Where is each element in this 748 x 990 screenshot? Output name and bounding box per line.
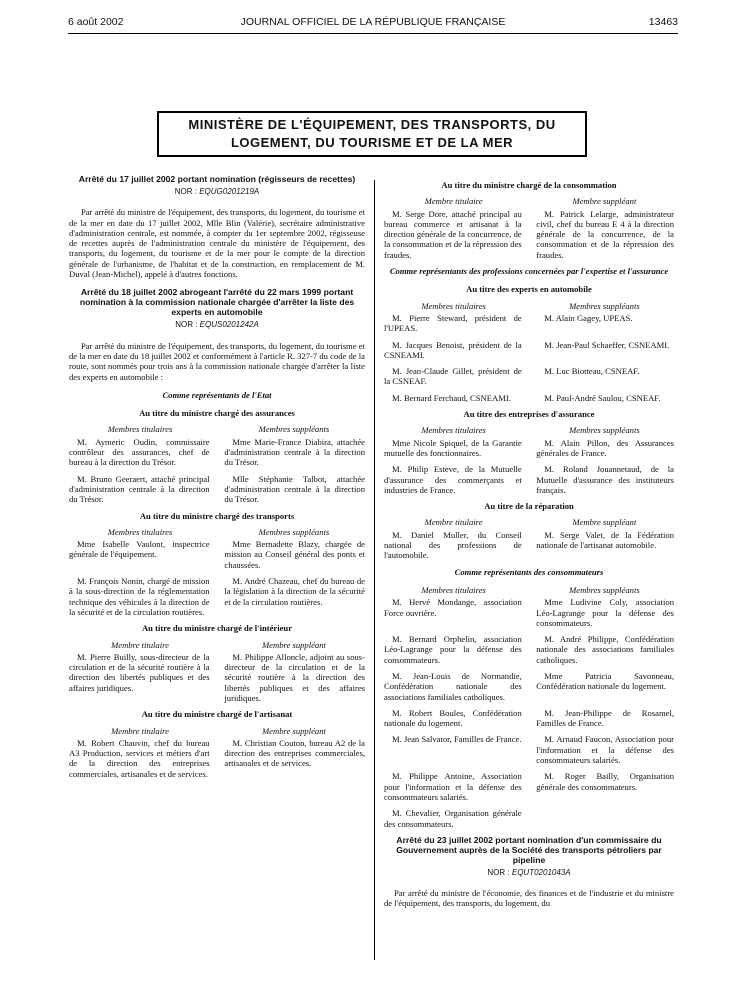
section-etat: Comme représentants de l'Etat xyxy=(162,389,272,400)
page-header xyxy=(68,16,678,30)
titulaire-entry: M. Robert Boules, Confédération nationale du logement. xyxy=(384,707,522,729)
member-row xyxy=(384,313,674,334)
group-title: Au titre des entreprises d'assurance xyxy=(463,409,595,420)
titulaire-heading: Membres titulaires xyxy=(107,424,173,435)
member-row xyxy=(384,808,674,829)
titulaire-entry: M. Serge Dore, attaché principal au bureau commerce et artisanat à la direction générale de la concurrence, de la consommation et de la répression des fraudes. xyxy=(384,208,522,260)
section-professions: Comme représentants des professions concernées par l'expertise et l'assurance xyxy=(389,266,669,277)
titulaire-entry: M. Bernard Orphelin, association Léo-Lagrange pour la défense des consommateurs. xyxy=(384,634,522,665)
suppleant-entry: M. Christian Couton, bureau A2 de la direction des entreprises commerciales, artisanales et de services. xyxy=(224,737,365,769)
member-headings xyxy=(384,301,674,311)
suppleant-entry: M. Roland Jouannetaud, de la Mutuelle d'assurance des instituteurs français. xyxy=(536,464,674,495)
suppleant-heading: Membre suppléant xyxy=(572,196,637,207)
titulaire-entry: M. Aymeric Oudin, commissaire contrôleur des assurances, chef de bureau à la direction du Trésor. xyxy=(69,436,210,468)
titulaire-heading: Membre titulaire xyxy=(424,517,483,528)
group-title: Au titre du ministre chargé de l'artisanat xyxy=(141,709,293,720)
ministry-title: MINISTÈRE DE L'ÉQUIPEMENT, DES TRANSPORTS, DU LOGEMENT, DU TOURISME ET DE LA MER xyxy=(188,117,556,150)
member-row xyxy=(384,209,674,260)
group-entreprises xyxy=(384,409,674,495)
header-rule xyxy=(68,33,678,34)
suppleant-entry: M. André Philippe, Confédération nationale des associations familiales catholiques. xyxy=(536,634,674,665)
suppleant-heading: Membres suppléants xyxy=(569,300,640,311)
member-row xyxy=(384,340,674,361)
titulaire-entry: M. Jean Salvator, Familles de France. xyxy=(392,734,522,745)
titulaire-entry: M. Philippe Antoine, Association pour l'information et la défense des consommateurs salariés. xyxy=(384,771,522,802)
nor-label: NOR : xyxy=(487,867,510,877)
titulaire-heading: Membre titulaire xyxy=(111,639,169,650)
suppleant-entry: Mme Ludivine Coly, association Léo-Lagrange pour la défense des consommateurs. xyxy=(536,597,674,628)
suppleant-heading: Membre suppléant xyxy=(262,725,326,736)
arrete-1-nor xyxy=(69,187,365,197)
group-consommateurs xyxy=(384,567,674,829)
suppleant-entry: Mme Patricia Savonneau, Confédération nationale du logement. xyxy=(536,670,674,692)
titulaire-entry: M. Jacques Benoist, président de la CSNEAMI. xyxy=(384,339,522,360)
arrete-2-nor xyxy=(69,320,365,330)
group-title: Au titre du ministre chargé de l'intérieur xyxy=(141,623,293,634)
member-row xyxy=(384,771,674,802)
group-title: Au titre du ministre chargé des transports xyxy=(139,510,295,521)
member-headings xyxy=(69,424,365,434)
titulaire-entry: M. Hervé Mondange, association Force ouvrière. xyxy=(384,597,522,618)
suppleant-entry: M. Philippe Alloncle, adjoint au sous-directeur de la circulation et de la sécurité routière à la direction des libertés publiques et des affaires juridiques. xyxy=(224,651,365,703)
nor-code: EQUG0201219A xyxy=(199,187,260,196)
suppleant-entry: M. Paul-André Saulou, CSNEAF. xyxy=(544,392,661,403)
member-row xyxy=(69,437,365,468)
right-column xyxy=(384,174,674,909)
arrete-1-title: Arrêté du 17 juillet 2002 portant nomination (régisseurs de recettes) xyxy=(78,174,356,184)
group-title: Comme représentants des consommateurs xyxy=(454,566,604,577)
member-row xyxy=(69,576,365,617)
nor-label: NOR : xyxy=(174,187,197,196)
member-row xyxy=(384,366,674,387)
suppleant-entry xyxy=(536,808,674,829)
nor-code: EQUS0201242A xyxy=(199,320,259,330)
titulaire-entry: Mme Nicole Spiquel, de la Garantie mutuelle des fonctionnaires. xyxy=(384,437,522,458)
group-consommation xyxy=(384,180,674,260)
suppleant-entry: M. Alain Pillon, des Assurances générales de France. xyxy=(536,437,674,458)
group-title: Au titre du ministre chargé de la consommation xyxy=(441,180,617,190)
member-headings xyxy=(384,196,674,206)
member-row xyxy=(69,652,365,703)
group-transports xyxy=(69,511,365,618)
suppleant-entry: Mme Bernadette Blazy, chargée de mission au Conseil général des ponts et chaussées. xyxy=(224,539,365,570)
titulaire-entry: Mme Isabelle Vaulont, inspectrice générale de l'équipement. xyxy=(69,539,210,560)
suppleant-entry: M. Jean-Paul Schaeffer, CSNEAMI. xyxy=(544,339,670,350)
member-row xyxy=(384,530,674,561)
arrete-2-title: Arrêté du 18 juillet 2002 abrogeant l'arrêté du 22 mars 1999 portant nomination à la commission nationale chargée d'arrêter la liste des experts en automobile xyxy=(79,287,355,318)
suppleant-entry: M. André Chazeau, chef du bureau de la législation à la direction de la sécurité et de la circulation routières. xyxy=(224,576,365,607)
suppleant-entry: M. Luc Biotteau, CSNEAF. xyxy=(544,366,640,377)
member-headings xyxy=(384,517,674,527)
column-divider xyxy=(374,180,375,960)
titulaire-entry: M. Bernard Ferchaud, CSNEAMI. xyxy=(392,392,511,403)
member-row xyxy=(384,671,674,702)
member-row xyxy=(384,734,674,765)
arrete-3-nor xyxy=(384,868,674,878)
titulaire-heading: Membres titulaires xyxy=(421,300,486,311)
header-page-number: 13463 xyxy=(648,16,678,28)
arrete-2-text: Par arrêté du ministre de l'équipement, des transports, du logement, du tourisme et de la mer en date du 18 juillet 2002 et conformément à l'article R. 327-7 du code de la route, sont nommés pour trois ans à la commission nationale chargée d'arrêter la liste des experts en automobile : xyxy=(69,340,365,382)
arrete-3-title: Arrêté du 23 juillet 2002 portant nomination d'un commissaire du Gouvernement auprès de la Société des transports pétroliers par pipeline xyxy=(396,834,662,865)
member-row xyxy=(384,438,674,459)
group-experts xyxy=(384,284,674,403)
titulaire-entry: M. Bruno Geeraert, attaché principal d'administration centrale à la direction du Trésor. xyxy=(69,473,210,505)
header-date: 6 août 2002 xyxy=(68,16,124,28)
group-title: Au titre des experts en automobile xyxy=(466,284,592,295)
titulaire-entry: M. Jean-Louis de Normandie, Confédération nationale des associations familiales catholiques. xyxy=(384,670,522,702)
group-interieur xyxy=(69,623,365,703)
suppleant-entry: M. Roger Bailly, Organisation générale des consommateurs. xyxy=(536,771,674,792)
suppleant-heading: Membre suppléant xyxy=(262,639,326,650)
suppleant-entry: M. Patrick Lelarge, administrateur civil, chef du bureau E 4 à la direction générale de la concurrence, de la consommation et de la répression des fraudes. xyxy=(536,208,674,260)
member-row xyxy=(69,474,365,505)
member-row xyxy=(384,634,674,665)
member-headings xyxy=(69,640,365,650)
group-artisanat xyxy=(69,709,365,779)
member-headings xyxy=(69,527,365,537)
titulaire-heading: Membres titulaires xyxy=(421,425,486,436)
titulaire-heading: Membre titulaire xyxy=(424,196,483,207)
nor-code: EQUT0201043A xyxy=(511,867,571,877)
suppleant-heading: Membre suppléant xyxy=(572,517,637,528)
titulaire-entry: M. Pierre Builly, sous-directeur de la circulation et de la sécurité routière à la direction des libertés publiques et des affaires juridiques. xyxy=(69,651,210,693)
member-row xyxy=(384,708,674,729)
suppleant-heading: Membres suppléants xyxy=(569,425,640,436)
member-row xyxy=(384,393,674,403)
member-headings xyxy=(69,726,365,736)
member-row xyxy=(69,539,365,570)
member-row xyxy=(69,738,365,779)
suppleant-entry: M. Jean-Philippe de Rosamel, Familles de France. xyxy=(536,707,674,729)
member-row xyxy=(384,597,674,628)
titulaire-heading: Membres titulaires xyxy=(421,584,486,595)
group-assurances xyxy=(69,408,365,504)
titulaire-entry: M. Jean-Claude Gillet, président de la CSNEAF. xyxy=(384,366,522,387)
arrete-1-text: Par arrêté du ministre de l'équipement, des transports, du logement, du tourisme et de la mer en date du 17 juillet 2002, Mlle Blin (Valérie), secrétaire administrative d'administration centrale, est nommée, à compter du 1er septembre 2002, régisseuse de recettes auprès de l'administration centrale du ministère de l'équipement, des transports, du logement, du tourisme et de la mer pour le compte de la direction générale de l'urbanisme, de l'habitat et de la construction, en remplacement de M. Duval (Jean-Michel), appelé à d'autres fonctions. xyxy=(69,207,365,280)
suppleant-entry: M. Alain Gagey, UPEAS. xyxy=(544,312,633,323)
suppleant-entry: M. Arnaud Faucon, Association pour l'information et la défense des consommateurs salariés. xyxy=(536,734,674,766)
titulaire-heading: Membre titulaire xyxy=(111,725,169,736)
titulaire-heading: Membres titulaires xyxy=(107,526,173,537)
suppleant-heading: Membres suppléants xyxy=(258,424,330,435)
suppleant-entry: M. Serge Valet, de la Fédération nationale de l'artisanat automobile. xyxy=(536,529,674,551)
group-title: Au titre de la réparation xyxy=(484,501,574,512)
titulaire-entry: M. Pierre Steward, président de l'UPEAS. xyxy=(384,312,522,334)
member-row xyxy=(384,464,674,495)
arrete-3-text: Par arrêté du ministre de l'économie, des finances et de l'industrie et du ministre de l'équipement, des transports, du logement, du xyxy=(384,888,674,909)
titulaire-entry: M. Philip Esteve, de la Mutuelle d'assurance des commerçants et industries de France. xyxy=(384,464,522,495)
suppleant-heading: Membres suppléants xyxy=(258,526,330,537)
ministry-box xyxy=(157,111,587,157)
titulaire-entry: M. François Nonin, chargé de mission à la sous-direction de la réglementation technique des véhicules à la direction de la sécurité et de la circulation routières. xyxy=(69,576,210,617)
suppleant-heading: Membres suppléants xyxy=(569,584,640,595)
group-reparation xyxy=(384,501,674,560)
left-column xyxy=(69,174,365,785)
group-title: Au titre du ministre chargé des assurances xyxy=(139,408,295,419)
titulaire-entry: M. Robert Chauvin, chef du bureau A3 Production, services et métiers d'art de la direction des entreprises commerciales, artisanales et de services. xyxy=(69,737,210,779)
member-headings xyxy=(384,585,674,595)
titulaire-entry: M. Daniel Muller, du Conseil national des professions de l'automobile. xyxy=(384,529,522,561)
header-journal-title: JOURNAL OFFICIEL DE LA RÉPUBLIQUE FRANÇAISE xyxy=(240,16,506,28)
member-headings xyxy=(384,425,674,435)
suppleant-entry: Mme Marie-France Diabira, attachée d'administration centrale à la direction du Trésor. xyxy=(224,436,365,468)
titulaire-entry: M. Chevalier, Organisation générale des consommateurs. xyxy=(384,808,522,829)
nor-label: NOR : xyxy=(175,320,198,330)
suppleant-entry: Mlle Stéphanie Talbot, attachée d'administration centrale à la direction du Trésor. xyxy=(224,473,365,505)
